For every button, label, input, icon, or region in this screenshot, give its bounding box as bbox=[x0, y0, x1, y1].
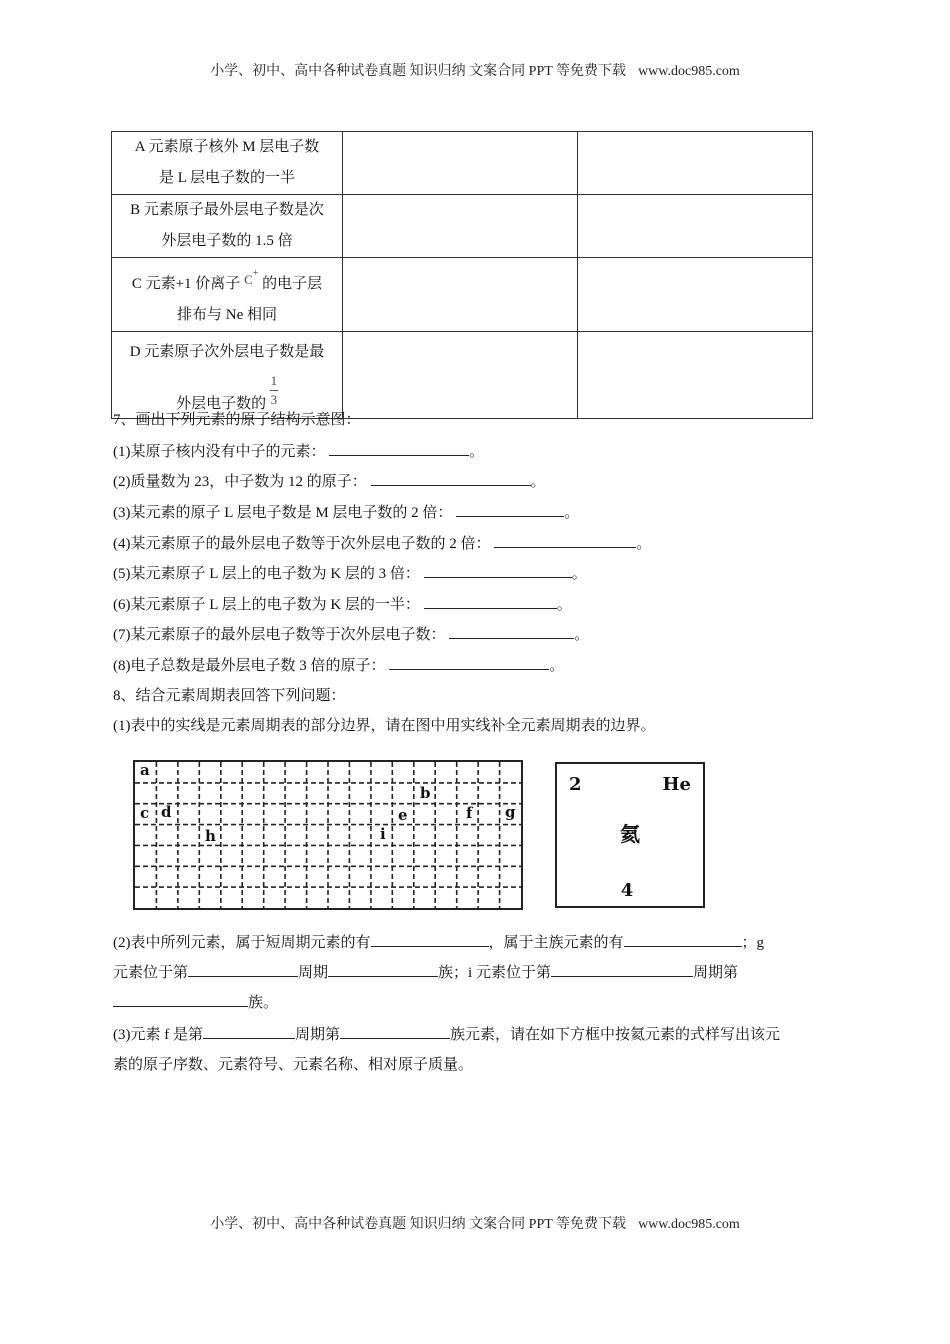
grid-dashed-lines bbox=[135, 762, 521, 908]
fraction-denominator: 3 bbox=[270, 391, 278, 407]
header-text: 小学、初中、高中各种试卷真题 知识归纳 文案合同 PPT 等免费下载 bbox=[210, 64, 627, 79]
q8-p3-text-a: (3)元素 f 是第 bbox=[113, 1027, 203, 1043]
q7-item-7 bbox=[113, 624, 589, 645]
q7-item-4 bbox=[113, 533, 651, 554]
atomic-number: 2 bbox=[569, 774, 582, 795]
q8-part3-line2: 素的原子序数、元素符号、元素名称、相对原子质量。 bbox=[113, 1057, 474, 1073]
row-c-line2: 排布与 Ne 相同 bbox=[177, 307, 277, 323]
q7-item-1 bbox=[113, 441, 484, 462]
q7-item-5 bbox=[113, 563, 587, 584]
atomic-mass: 4 bbox=[620, 880, 634, 901]
footer-url[interactable]: www.doc985.com bbox=[638, 1217, 740, 1232]
row-a-answer-cell-1[interactable] bbox=[343, 132, 578, 195]
header-url[interactable]: www.doc985.com bbox=[638, 64, 740, 79]
q7-item-7-blank[interactable] bbox=[449, 624, 574, 639]
element-c: c bbox=[140, 804, 150, 822]
ion-symbol bbox=[244, 268, 259, 287]
q8-p2-text-a: (2)表中所列元素，属于短周期元素的有 bbox=[113, 935, 371, 951]
ion-letter: C bbox=[244, 272, 253, 287]
q7-item-8-end: 。 bbox=[549, 658, 565, 674]
page-header bbox=[0, 60, 950, 80]
q8-part2-line2 bbox=[113, 958, 843, 988]
row-b-line2: 外层电子数的 1.5 倍 bbox=[161, 233, 293, 249]
q8-p2-text-e: 周期 bbox=[298, 965, 329, 981]
row-d-answer-cell-1[interactable] bbox=[343, 332, 578, 419]
q8-part3 bbox=[113, 1020, 843, 1080]
table-row bbox=[112, 132, 813, 195]
element-a: a bbox=[140, 761, 150, 779]
q7-item-2-blank[interactable] bbox=[371, 471, 531, 486]
element-i: i bbox=[380, 825, 386, 843]
g-period-blank[interactable] bbox=[188, 962, 298, 977]
element-f: f bbox=[466, 804, 473, 822]
q7-item-1-blank[interactable] bbox=[329, 441, 469, 456]
q8-part3-line1 bbox=[113, 1020, 843, 1050]
helium-element-card bbox=[555, 762, 705, 908]
row-d-line2-text: 外层电子数的 bbox=[176, 395, 267, 412]
q8-p3-text-c: 族元素，请在如下方框中按氦元素的式样写出该元 bbox=[450, 1027, 781, 1043]
ion-charge: + bbox=[252, 268, 259, 279]
q7-item-3 bbox=[113, 502, 579, 523]
element-question-table bbox=[111, 131, 813, 419]
element-g: g bbox=[505, 803, 516, 821]
q7-item-3-text: (3)某元素的原子 L 层电子数是 M 层电子数的 2 倍： bbox=[113, 505, 453, 521]
table-row bbox=[112, 258, 813, 332]
q7-item-3-end: 。 bbox=[564, 505, 580, 521]
q8-p3-text-b: 周期第 bbox=[295, 1027, 341, 1043]
i-period-blank[interactable] bbox=[551, 962, 693, 977]
q8-part2-line1 bbox=[113, 928, 843, 958]
row-a-description bbox=[112, 132, 343, 195]
q7-item-6 bbox=[113, 594, 572, 615]
q7-item-2 bbox=[113, 471, 546, 492]
q7-item-8-blank[interactable] bbox=[389, 655, 549, 670]
q7-item-7-text: (7)某元素原子的最外层电子数等于次外层电子数： bbox=[113, 627, 446, 643]
q8-part1: (1)表中的实线是元素周期表的部分边界，请在图中用实线补全元素周期表的边界。 bbox=[113, 718, 656, 734]
main-group-blank[interactable] bbox=[624, 932, 742, 947]
footer-text: 小学、初中、高中各种试卷真题 知识归纳 文案合同 PPT 等免费下载 bbox=[210, 1217, 627, 1232]
row-c-line1-post: 的电子层 bbox=[258, 276, 323, 292]
q7-item-8 bbox=[113, 655, 564, 676]
q7-item-5-end: 。 bbox=[571, 566, 587, 582]
element-symbol: He bbox=[662, 774, 691, 795]
f-period-blank[interactable] bbox=[203, 1024, 295, 1039]
element-e: e bbox=[398, 806, 408, 824]
fraction-one-third bbox=[270, 374, 278, 407]
table-row bbox=[112, 195, 813, 258]
fraction-bar bbox=[270, 390, 278, 391]
table-row bbox=[112, 332, 813, 419]
q7-item-6-blank[interactable] bbox=[424, 594, 557, 609]
q7-item-4-end: 。 bbox=[636, 536, 652, 552]
g-group-blank[interactable] bbox=[328, 962, 438, 977]
row-b-description bbox=[112, 195, 343, 258]
q8-p2-text-c: ；g bbox=[741, 935, 765, 951]
element-d: d bbox=[161, 803, 172, 821]
q8-part2-line3 bbox=[113, 988, 843, 1018]
row-d-line2 bbox=[112, 374, 342, 414]
row-c-line1 bbox=[112, 258, 342, 300]
row-c-answer-cell-1[interactable] bbox=[343, 258, 578, 332]
q8-p2-text-h: 族。 bbox=[248, 995, 279, 1011]
row-b-answer-cell-1[interactable] bbox=[343, 195, 578, 258]
row-a-answer-cell-2[interactable] bbox=[578, 132, 813, 195]
row-c-line1-pre: C 元素+1 价离子 bbox=[131, 276, 241, 292]
q7-item-4-text: (4)某元素原子的最外层电子数等于次外层电子数的 2 倍： bbox=[113, 536, 491, 552]
row-a-line2: 是 L 层电子数的一半 bbox=[158, 170, 296, 186]
q8-p2-text-f: 族；i 元素位于第 bbox=[438, 965, 551, 981]
q8-part2 bbox=[113, 928, 843, 1018]
q7-item-3-blank[interactable] bbox=[456, 502, 564, 517]
fraction-numerator: 1 bbox=[270, 372, 278, 388]
row-a-line1: A 元素原子核外 M 层电子数 bbox=[134, 139, 320, 155]
page-footer bbox=[0, 1213, 950, 1233]
q7-title: 7、画出下列元素的原子结构示意图： bbox=[113, 412, 361, 428]
q7-item-4-blank[interactable] bbox=[494, 533, 636, 548]
periodic-table-grid[interactable] bbox=[133, 760, 523, 910]
row-c-description bbox=[112, 258, 343, 332]
q7-item-6-text: (6)某元素原子 L 层上的电子数为 K 层的一半： bbox=[113, 597, 420, 613]
q7-item-8-text: (8)电子总数是最外层电子数 3 倍的原子： bbox=[113, 658, 386, 674]
q7-item-2-end: 。 bbox=[530, 474, 546, 490]
q8-p2-text-d: 元素位于第 bbox=[113, 965, 189, 981]
i-group-blank[interactable] bbox=[113, 992, 248, 1007]
element-name: 氦 bbox=[620, 824, 640, 846]
f-group-blank[interactable] bbox=[340, 1024, 450, 1039]
q8-title: 8、结合元素周期表回答下列问题： bbox=[113, 688, 346, 704]
q8-p2-text-g: 周期第 bbox=[692, 965, 738, 981]
row-c-answer-cell-2[interactable] bbox=[578, 258, 813, 332]
element-h: h bbox=[205, 827, 216, 845]
row-d-line1: D 元素原子次外层电子数是最 bbox=[129, 343, 325, 360]
q8-p2-text-b: ，属于主族元素的有 bbox=[488, 935, 624, 951]
q7-item-1-text: (1)某原子核内没有中子的元素： bbox=[113, 444, 326, 460]
row-d-answer-cell-2[interactable] bbox=[578, 332, 813, 419]
short-period-blank[interactable] bbox=[371, 932, 489, 947]
q7-item-2-text: (2)质量数为 23，中子数为 12 的原子： bbox=[113, 474, 367, 490]
q7-item-7-end: 。 bbox=[574, 627, 590, 643]
q7-item-5-text: (5)某元素原子 L 层上的电子数为 K 层的 3 倍： bbox=[113, 566, 420, 582]
row-d-description bbox=[112, 332, 343, 419]
row-b-answer-cell-2[interactable] bbox=[578, 195, 813, 258]
q7-item-1-end: 。 bbox=[469, 444, 485, 460]
q7-item-6-end: 。 bbox=[556, 597, 572, 613]
q7-item-5-blank[interactable] bbox=[424, 563, 572, 578]
row-b-line1: B 元素原子最外层电子数是次 bbox=[130, 202, 324, 218]
element-b: b bbox=[420, 784, 431, 802]
